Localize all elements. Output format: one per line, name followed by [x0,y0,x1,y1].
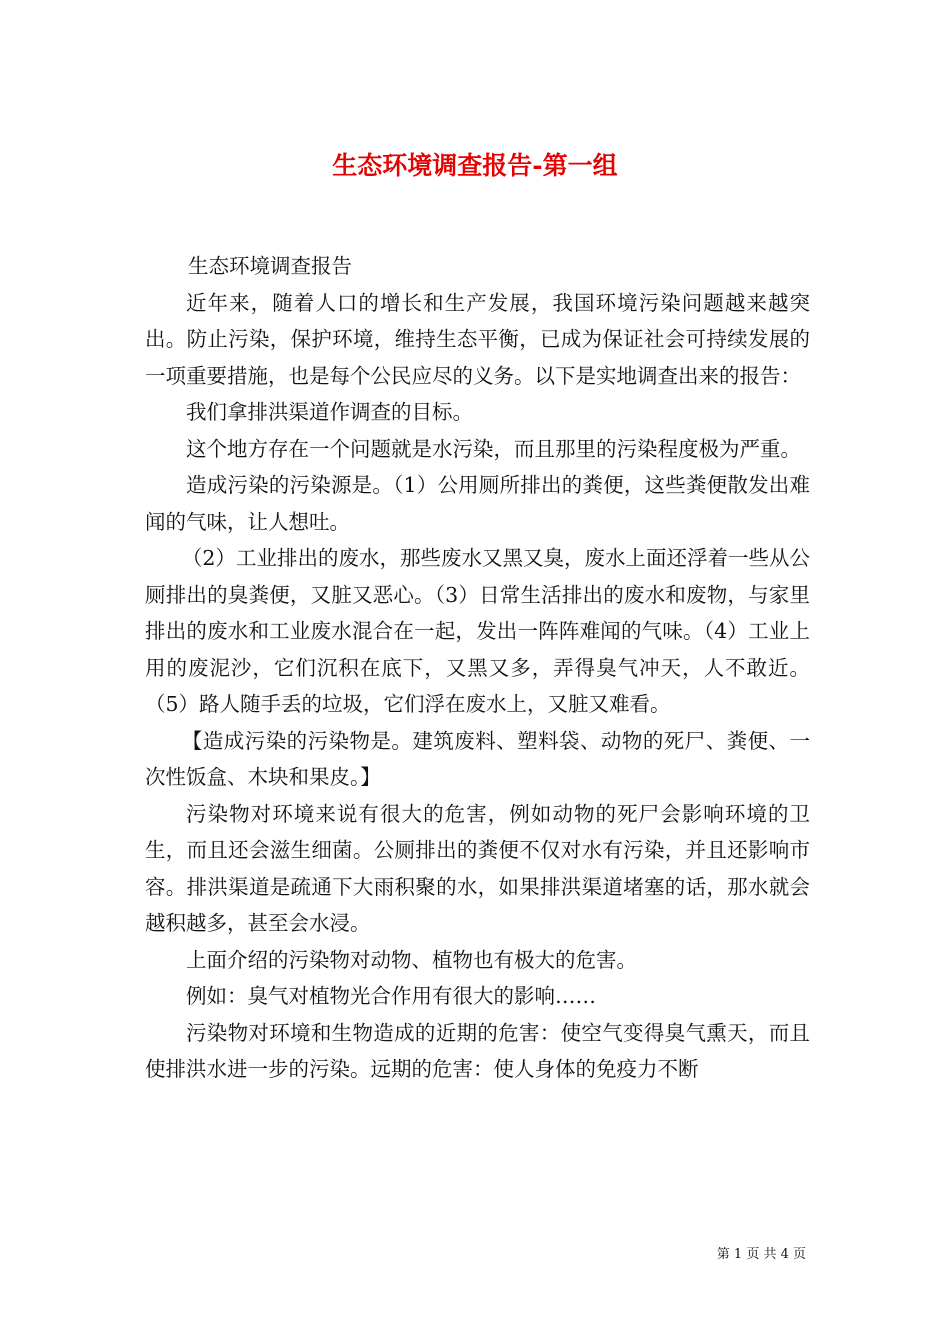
document-title: 生态环境调查报告-第一组 [332,150,618,180]
paragraph-harm-to-life: 上面介绍的污染物对动物、植物也有极大的危害。 [186,947,637,972]
page-number-footer: 第 1 页 共 4 页 [716,1247,806,1262]
paragraph-short-long-term-harm: 污染物对环境和生物造成的近期的危害：使空气变得臭气熏天，而且使排洪水进一步的污染。远期的危害：使人身体的免疫力不断 [145,1020,810,1081]
paragraph-report-heading: 生态环境调查报告 [188,254,353,278]
document-body [145,248,810,1088]
paragraph-example: 例如：臭气对植物光合作用有很大的影响…… [186,984,596,1008]
paragraph-pollutants: 【造成污染的污染物是。建筑废料、塑料袋、动物的死尸、粪便、一次性饭盒、木块和果皮。】 [145,728,810,789]
paragraph-survey-target: 我们拿排洪渠道作调查的目标。 [186,400,473,424]
paragraph-environmental-harm: 污染物对环境来说有很大的危害，例如动物的死尸会影响环境的卫生，而且还会滋生细菌。公厕排出的粪便不仅对水有污染，并且还影响市容。排洪渠道是疏通下大雨积聚的水，如果排洪渠道堵塞的话，那水就会越积越多，甚至会水浸。 [145,801,810,935]
paragraph-source-list: （2）工业排出的废水，那些废水又黑又臭，废水上面还浮着一些从公厕排出的臭粪便，又脏又恶心。（3）日常生活排出的废水和废物，与家里排出的废水和工业废水混合在一起，发出一阵阵难闻的气味。（4）工业上用的废泥沙，它们沉积在底下，又黑又多，弄得臭气冲天，人不敢近。（5）路人随手丢的垃圾，它们浮在废水上，又脏又难看。 [145,546,810,716]
paragraph-water-pollution: 这个地方存在一个问题就是水污染，而且那里的污染程度极为严重。 [186,436,801,461]
paragraph-introduction: 近年来，随着人口的增长和生产发展，我国环境污染问题越来越突出。防止污染，保护环境，维持生态平衡，已成为保证社会可持续发展的一项重要措施，也是每个公民应尽的义务。以下是实地调查出来的报告： [145,290,810,388]
paragraph-pollution-sources: 造成污染的污染源是。（1）公用厕所排出的粪便，这些粪便散发出难闻的气味，让人想吐。 [145,473,810,534]
